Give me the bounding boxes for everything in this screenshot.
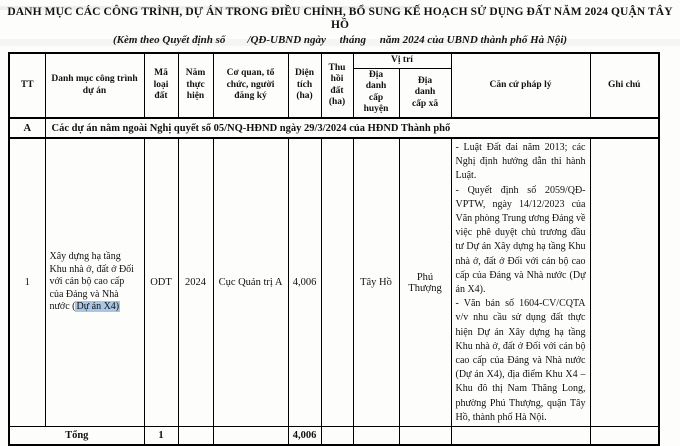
col-header-year: Năm thực hiện [178, 53, 213, 118]
col-header-district: Địa danh cấp huyện [353, 68, 399, 118]
cell-notes [590, 138, 659, 427]
section-a-tt: A [9, 118, 45, 138]
section-a-label: Các dự án nằm ngoài Nghị quyết số 05/NQ-HĐND ngày 29/3/2024 của HĐND Thành phố [45, 118, 659, 138]
cell-recovery [321, 138, 353, 427]
cell-year: 2024 [178, 138, 213, 427]
land-use-plan-table [8, 52, 660, 446]
total-count: 1 [144, 427, 178, 445]
total-notes [590, 427, 659, 445]
cell-land-code: ODT [144, 138, 178, 427]
page-subtitle: (Kèm theo Quyết định số /QĐ-UBND ngày tháng năm 2024 của UBND thành phố Hà Nội) [112, 34, 568, 46]
col-header-location: Vị trí [353, 53, 451, 68]
legal-basis-paragraph: - Quyết định số 2059/QĐ-VPTW, ngày 14/12/2023 của Văn phòng Trung ương Đảng về việc phê duyệt chủ trương đầu tư Dự án Xây dựng hạ tầng Khu nhà ở, đất ở Đối với cán bộ cao cấp của Đảng và Nhà nước (Dự án X4). [455, 184, 586, 296]
total-agency [213, 427, 288, 445]
total-year [178, 427, 213, 445]
cell-commune: Phú Thượng [399, 138, 451, 427]
total-area: 4,006 [288, 427, 321, 445]
col-header-category: Danh mục công trình dự án [45, 53, 144, 118]
section-row-a [9, 118, 659, 138]
col-header-agency: Cơ quan, tổ chức, người đăng ký [213, 53, 288, 118]
cell-legal-basis [451, 138, 590, 427]
col-header-tt: TT [9, 53, 45, 118]
total-legal-basis [451, 427, 590, 445]
cell-agency: Cục Quản trị A [213, 138, 288, 427]
table-row-project-1 [9, 138, 659, 427]
col-header-recovery: Thu hồi đất (ha) [321, 53, 353, 118]
col-header-area: Diện tích (ha) [288, 53, 321, 118]
legal-basis-paragraph: - Văn bản số 1604-CV/CQTA v/v nhu cầu sử dụng đất thực hiện Dự án Xây dựng hạ tầng Khu nhà ở, đất ở Đối với cán bộ cao cấp của Đảng và Nhà nước (Dự án X4), địa điểm Khu X4 – Khu đô thị Nam Thăng Long, phường Phú Thượng, quận Tây Hồ, thành phố Hà Nội. [455, 298, 586, 423]
total-label: Tổng [9, 427, 144, 445]
total-district [353, 427, 399, 445]
cell-project-name [45, 138, 144, 427]
project-name-text: Xây dựng hạ tầng Khu nhà ở, đất ở Đối với cán bộ cao cấp của Đảng và Nhà nước ( [49, 251, 134, 313]
cell-area: 4,006 [288, 138, 321, 427]
cell-district: Tây Hồ [353, 138, 399, 427]
page-title: DANH MỤC CÁC CÔNG TRÌNH, DỰ ÁN TRONG ĐIỀU CHỈNH, BỔ SUNG KẾ HOẠCH SỬ DỤNG ĐẤT NĂM 2024 QUẬN TÂY HỒ [7, 6, 673, 31]
table-row-total [9, 427, 659, 445]
cell-tt: 1 [9, 138, 45, 427]
col-header-land-code: Mã loại đất [144, 53, 178, 118]
col-header-notes: Ghi chú [590, 53, 659, 118]
col-header-legal-basis: Căn cứ pháp lý [451, 53, 590, 118]
legal-basis-paragraph: - Luật Đất đai năm 2013; các Nghị định hướng dẫn thi hành Luật. [455, 142, 586, 182]
col-header-commune: Địa danh cấp xã [399, 68, 451, 118]
project-name-highlighted-text: Dự án X4) [76, 301, 120, 313]
total-commune [399, 427, 451, 445]
total-recovery [321, 427, 353, 445]
